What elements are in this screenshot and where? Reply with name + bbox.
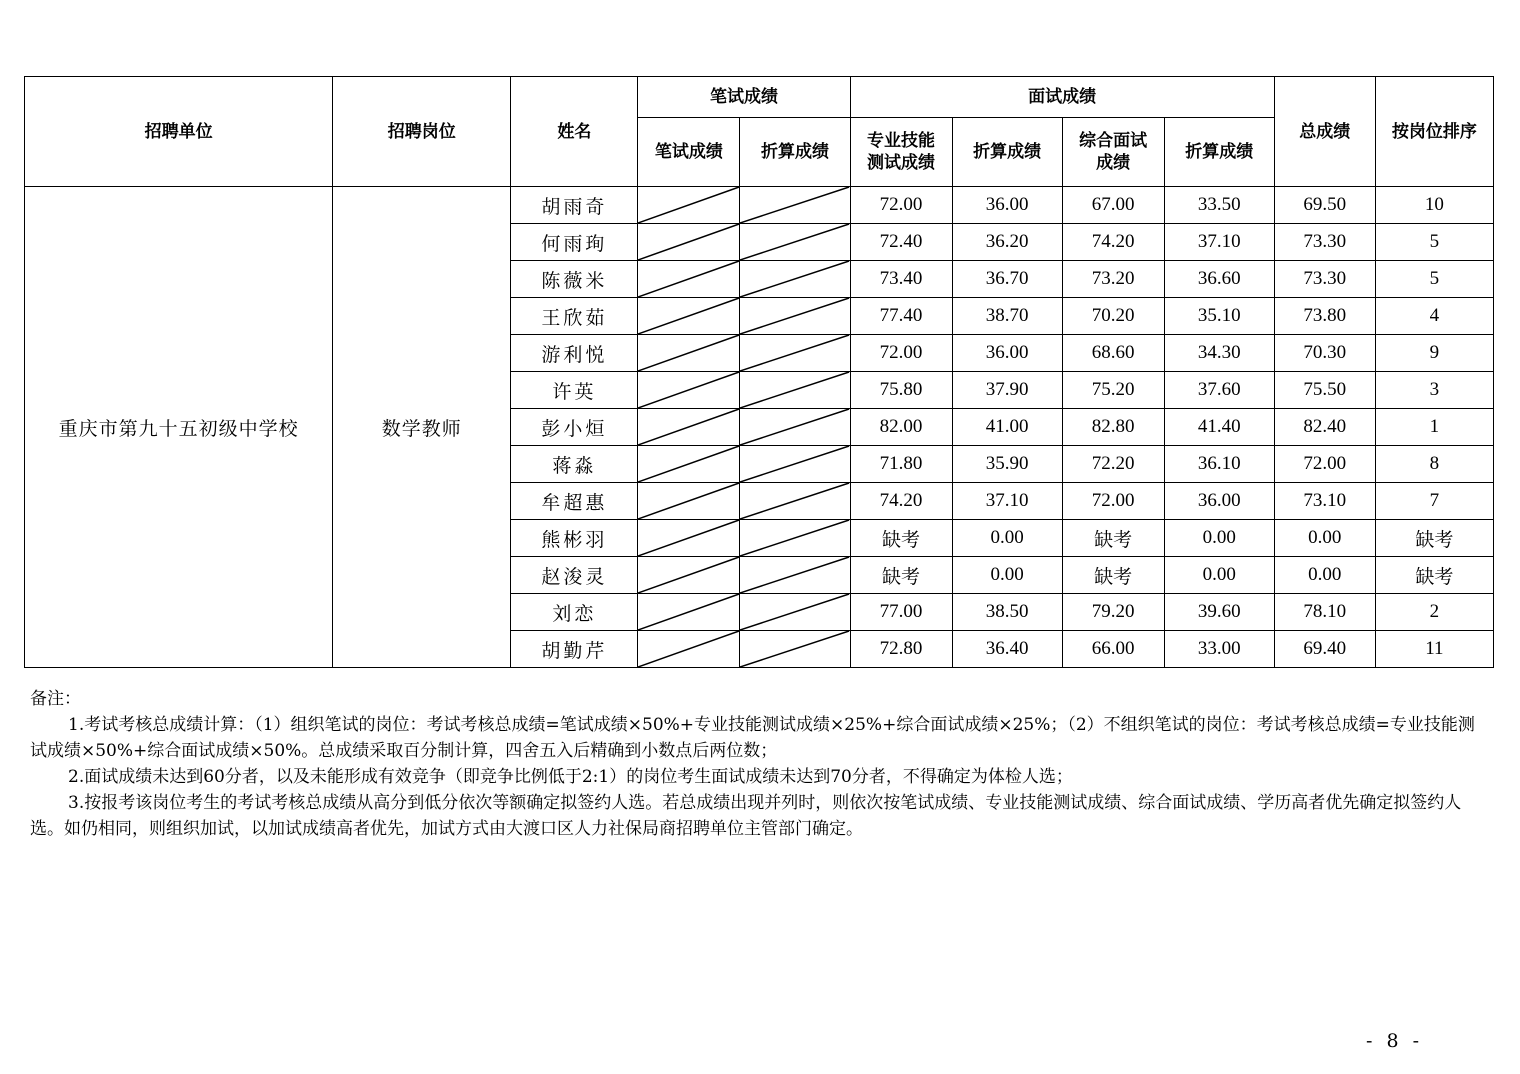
cell-skill-score: 73.40 <box>850 261 952 298</box>
cell-total: 70.30 <box>1274 335 1375 372</box>
cell-comprehensive-score: 缺考 <box>1062 520 1164 557</box>
header-written-converted: 折算成绩 <box>740 118 850 187</box>
diagonal-slash-icon <box>740 372 849 408</box>
cell-written-score-empty <box>638 594 740 631</box>
header-name: 姓名 <box>511 77 638 187</box>
cell-total: 82.40 <box>1274 409 1375 446</box>
cell-skill-score: 82.00 <box>850 409 952 446</box>
diagonal-slash-icon <box>740 261 849 297</box>
cell-total: 73.30 <box>1274 224 1375 261</box>
diagonal-slash-icon <box>638 187 739 223</box>
cell-name: 许英 <box>511 372 638 409</box>
header-skill-test-line2: 测试成绩 <box>867 153 936 173</box>
diagonal-slash-icon <box>638 557 739 593</box>
cell-written-converted-empty <box>740 594 850 631</box>
header-comprehensive-line2: 成绩 <box>1096 153 1131 173</box>
diagonal-slash-icon <box>740 520 849 556</box>
cell-written-converted-empty <box>740 224 850 261</box>
diagonal-slash-icon <box>740 224 849 260</box>
cell-skill-converted: 36.40 <box>952 631 1062 668</box>
cell-comprehensive-score: 缺考 <box>1062 557 1164 594</box>
cell-written-converted-empty <box>740 631 850 668</box>
cell-name: 何雨珣 <box>511 224 638 261</box>
cell-rank: 1 <box>1375 409 1493 446</box>
cell-total: 69.40 <box>1274 631 1375 668</box>
cell-comprehensive-converted: 35.10 <box>1164 298 1274 335</box>
cell-written-score-empty <box>638 446 740 483</box>
diagonal-slash-icon <box>740 446 849 482</box>
cell-comprehensive-converted: 36.10 <box>1164 446 1274 483</box>
header-skill-test <box>850 118 952 187</box>
header-interview-group: 面试成绩 <box>850 77 1274 118</box>
cell-rank: 5 <box>1375 261 1493 298</box>
cell-total: 75.50 <box>1274 372 1375 409</box>
cell-skill-converted: 38.70 <box>952 298 1062 335</box>
page-number: - 8 - <box>1366 1030 1424 1052</box>
diagonal-slash-icon <box>638 224 739 260</box>
cell-rank: 4 <box>1375 298 1493 335</box>
cell-written-converted-empty <box>740 372 850 409</box>
cell-unit: 重庆市第九十五初级中学校 <box>25 187 333 668</box>
diagonal-slash-icon <box>638 372 739 408</box>
header-skill-test-line1: 专业技能 <box>867 131 936 151</box>
header-rank: 按岗位排序 <box>1375 77 1493 187</box>
cell-comprehensive-score: 70.20 <box>1062 298 1164 335</box>
diagonal-slash-icon <box>638 335 739 371</box>
header-total: 总成绩 <box>1274 77 1375 187</box>
cell-comprehensive-converted: 33.00 <box>1164 631 1274 668</box>
cell-skill-score: 75.80 <box>850 372 952 409</box>
cell-written-score-empty <box>638 187 740 224</box>
header-unit: 招聘单位 <box>25 77 333 187</box>
cell-comprehensive-converted: 37.10 <box>1164 224 1274 261</box>
cell-name: 熊彬羽 <box>511 520 638 557</box>
cell-skill-converted: 36.00 <box>952 187 1062 224</box>
cell-written-score-empty <box>638 335 740 372</box>
cell-skill-score: 缺考 <box>850 557 952 594</box>
cell-name: 王欣茹 <box>511 298 638 335</box>
cell-comprehensive-score: 73.20 <box>1062 261 1164 298</box>
cell-rank: 5 <box>1375 224 1493 261</box>
cell-skill-score: 72.00 <box>850 187 952 224</box>
header-skill-converted: 折算成绩 <box>952 118 1062 187</box>
cell-comprehensive-score: 82.80 <box>1062 409 1164 446</box>
cell-skill-score: 77.40 <box>850 298 952 335</box>
cell-comprehensive-converted: 39.60 <box>1164 594 1274 631</box>
cell-name: 胡雨奇 <box>511 187 638 224</box>
cell-rank: 10 <box>1375 187 1493 224</box>
cell-total: 0.00 <box>1274 520 1375 557</box>
cell-comprehensive-converted: 33.50 <box>1164 187 1274 224</box>
cell-written-score-empty <box>638 261 740 298</box>
cell-written-score-empty <box>638 520 740 557</box>
cell-name: 牟超惠 <box>511 483 638 520</box>
diagonal-slash-icon <box>740 298 849 334</box>
cell-comprehensive-score: 79.20 <box>1062 594 1164 631</box>
diagonal-slash-icon <box>740 594 849 630</box>
cell-skill-converted: 36.20 <box>952 224 1062 261</box>
cell-written-converted-empty <box>740 335 850 372</box>
cell-name: 陈薇米 <box>511 261 638 298</box>
cell-post: 数学教师 <box>333 187 511 668</box>
cell-skill-converted: 35.90 <box>952 446 1062 483</box>
diagonal-slash-icon <box>638 594 739 630</box>
cell-comprehensive-converted: 36.60 <box>1164 261 1274 298</box>
cell-comprehensive-score: 66.00 <box>1062 631 1164 668</box>
cell-written-score-empty <box>638 483 740 520</box>
cell-skill-converted: 0.00 <box>952 557 1062 594</box>
cell-skill-converted: 37.10 <box>952 483 1062 520</box>
header-comprehensive <box>1062 118 1164 187</box>
cell-skill-score: 72.80 <box>850 631 952 668</box>
cell-name: 彭小烜 <box>511 409 638 446</box>
cell-written-score-empty <box>638 298 740 335</box>
cell-written-score-empty <box>638 372 740 409</box>
cell-written-converted-empty <box>740 187 850 224</box>
cell-skill-score: 72.40 <box>850 224 952 261</box>
diagonal-slash-icon <box>638 446 739 482</box>
cell-total: 73.10 <box>1274 483 1375 520</box>
notes <box>30 686 1480 842</box>
cell-comprehensive-converted: 0.00 <box>1164 557 1274 594</box>
header-written-score: 笔试成绩 <box>638 118 740 187</box>
diagonal-slash-icon <box>638 520 739 556</box>
cell-written-converted-empty <box>740 409 850 446</box>
cell-skill-score: 71.80 <box>850 446 952 483</box>
cell-name: 蒋淼 <box>511 446 638 483</box>
cell-name: 游利悦 <box>511 335 638 372</box>
cell-comprehensive-converted: 34.30 <box>1164 335 1274 372</box>
cell-comprehensive-converted: 0.00 <box>1164 520 1274 557</box>
cell-total: 73.80 <box>1274 298 1375 335</box>
cell-written-converted-empty <box>740 446 850 483</box>
note-item-2: 2.面试成绩未达到60分者，以及未能形成有效竞争（即竞争比例低于2:1）的岗位考生面试成绩未达到70分者，不得确定为体检人选； <box>68 767 1073 787</box>
diagonal-slash-icon <box>638 261 739 297</box>
score-table <box>24 76 1494 668</box>
diagonal-slash-icon <box>638 631 739 667</box>
cell-rank: 缺考 <box>1375 557 1493 594</box>
cell-skill-score: 缺考 <box>850 520 952 557</box>
cell-written-score-empty <box>638 409 740 446</box>
diagonal-slash-icon <box>740 187 849 223</box>
cell-written-converted-empty <box>740 483 850 520</box>
diagonal-slash-icon <box>638 409 739 445</box>
cell-comprehensive-converted: 36.00 <box>1164 483 1274 520</box>
header-post: 招聘岗位 <box>333 77 511 187</box>
cell-comprehensive-score: 72.00 <box>1062 483 1164 520</box>
cell-skill-converted: 41.00 <box>952 409 1062 446</box>
cell-comprehensive-score: 75.20 <box>1062 372 1164 409</box>
cell-written-converted-empty <box>740 298 850 335</box>
cell-written-score-empty <box>638 224 740 261</box>
cell-name: 刘恋 <box>511 594 638 631</box>
cell-rank: 3 <box>1375 372 1493 409</box>
note-item-3: 3.按报考该岗位考生的考试考核总成绩从高分到低分依次等额确定拟签约人选。若总成绩出现并列时，则依次按笔试成绩、专业技能测试成绩、综合面试成绩、学历高者优先确定拟签约人选。如仍相同，则组织加试，以加试成绩高者优先，加试方式由大渡口区人力社保局商招聘单位主管部门确定。 <box>30 793 1462 839</box>
cell-skill-converted: 38.50 <box>952 594 1062 631</box>
cell-skill-score: 74.20 <box>850 483 952 520</box>
cell-written-converted-empty <box>740 261 850 298</box>
cell-name: 赵浚灵 <box>511 557 638 594</box>
cell-rank: 8 <box>1375 446 1493 483</box>
cell-total: 73.30 <box>1274 261 1375 298</box>
diagonal-slash-icon <box>638 483 739 519</box>
diagonal-slash-icon <box>740 483 849 519</box>
note-item-1: 1.考试考核总成绩计算：（1）组织笔试的岗位：考试考核总成绩=笔试成绩×50%+专业技能测试成绩×25%+综合面试成绩×25%；（2）不组织笔试的岗位：考试考核总成绩=专业技能测试成绩×50%+综合面试成绩×50%。总成绩采取百分制计算，四舍五入后精确到小数点后两位数； <box>30 715 1475 761</box>
cell-skill-score: 77.00 <box>850 594 952 631</box>
cell-comprehensive-converted: 37.60 <box>1164 372 1274 409</box>
cell-comprehensive-score: 68.60 <box>1062 335 1164 372</box>
cell-rank: 9 <box>1375 335 1493 372</box>
cell-comprehensive-score: 67.00 <box>1062 187 1164 224</box>
cell-written-converted-empty <box>740 557 850 594</box>
diagonal-slash-icon <box>740 409 849 445</box>
diagonal-slash-icon <box>740 335 849 371</box>
cell-comprehensive-score: 74.20 <box>1062 224 1164 261</box>
cell-rank: 11 <box>1375 631 1493 668</box>
cell-total: 78.10 <box>1274 594 1375 631</box>
cell-total: 69.50 <box>1274 187 1375 224</box>
header-written-group: 笔试成绩 <box>638 77 850 118</box>
diagonal-slash-icon <box>740 557 849 593</box>
score-table-body <box>25 187 1494 668</box>
cell-skill-converted: 0.00 <box>952 520 1062 557</box>
cell-comprehensive-converted: 41.40 <box>1164 409 1274 446</box>
cell-written-converted-empty <box>740 520 850 557</box>
cell-total: 72.00 <box>1274 446 1375 483</box>
header-comprehensive-converted: 折算成绩 <box>1164 118 1274 187</box>
cell-skill-converted: 37.90 <box>952 372 1062 409</box>
cell-skill-converted: 36.00 <box>952 335 1062 372</box>
cell-skill-converted: 36.70 <box>952 261 1062 298</box>
notes-title: 备注： <box>30 689 81 709</box>
header-comprehensive-line1: 综合面试 <box>1079 131 1148 151</box>
cell-comprehensive-score: 72.20 <box>1062 446 1164 483</box>
cell-rank: 2 <box>1375 594 1493 631</box>
table-row <box>25 187 1494 224</box>
cell-total: 0.00 <box>1274 557 1375 594</box>
cell-skill-score: 72.00 <box>850 335 952 372</box>
cell-name: 胡勤芹 <box>511 631 638 668</box>
cell-rank: 缺考 <box>1375 520 1493 557</box>
cell-written-score-empty <box>638 631 740 668</box>
diagonal-slash-icon <box>740 631 849 667</box>
cell-written-score-empty <box>638 557 740 594</box>
cell-rank: 7 <box>1375 483 1493 520</box>
diagonal-slash-icon <box>638 298 739 334</box>
